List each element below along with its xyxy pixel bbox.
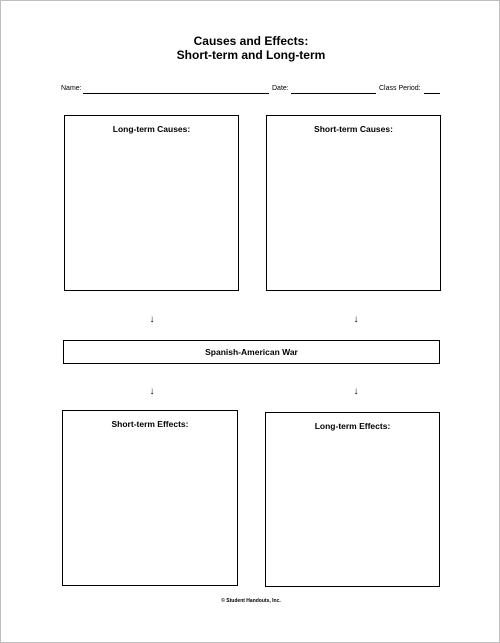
down-arrow-icon: ↓ [353, 314, 359, 325]
long-term-effects-box[interactable] [265, 412, 440, 587]
worksheet-title-line1: Causes and Effects: [193, 34, 309, 48]
long-term-causes-box[interactable] [64, 115, 239, 291]
short-term-causes-heading: Short-term Causes: [314, 124, 393, 134]
name-label: Name: [61, 85, 82, 92]
short-term-effects-heading: Short-term Effects: [111, 419, 189, 429]
class-period-label: Class Period: [379, 85, 421, 92]
short-term-effects-box[interactable] [62, 410, 238, 586]
name-field-line[interactable] [83, 93, 269, 94]
short-term-causes-box[interactable] [266, 115, 441, 291]
copyright-footer: © Student Handouts, Inc. [221, 598, 281, 604]
central-event-box [63, 340, 440, 364]
down-arrow-icon: ↓ [149, 386, 155, 397]
student-info-row [61, 85, 441, 97]
down-arrow-icon: ↓ [353, 386, 359, 397]
long-term-effects-heading: Long-term Effects: [314, 421, 391, 431]
date-field-line[interactable] [291, 93, 376, 94]
worksheet-title-line2: Short-term and Long-term [176, 48, 326, 62]
long-term-causes-heading: Long-term Causes: [112, 124, 191, 134]
class-period-field-line[interactable] [424, 93, 440, 94]
down-arrow-icon: ↓ [149, 314, 155, 325]
central-event-label: Spanish-American War [205, 347, 298, 357]
date-label: Date: [272, 85, 289, 92]
